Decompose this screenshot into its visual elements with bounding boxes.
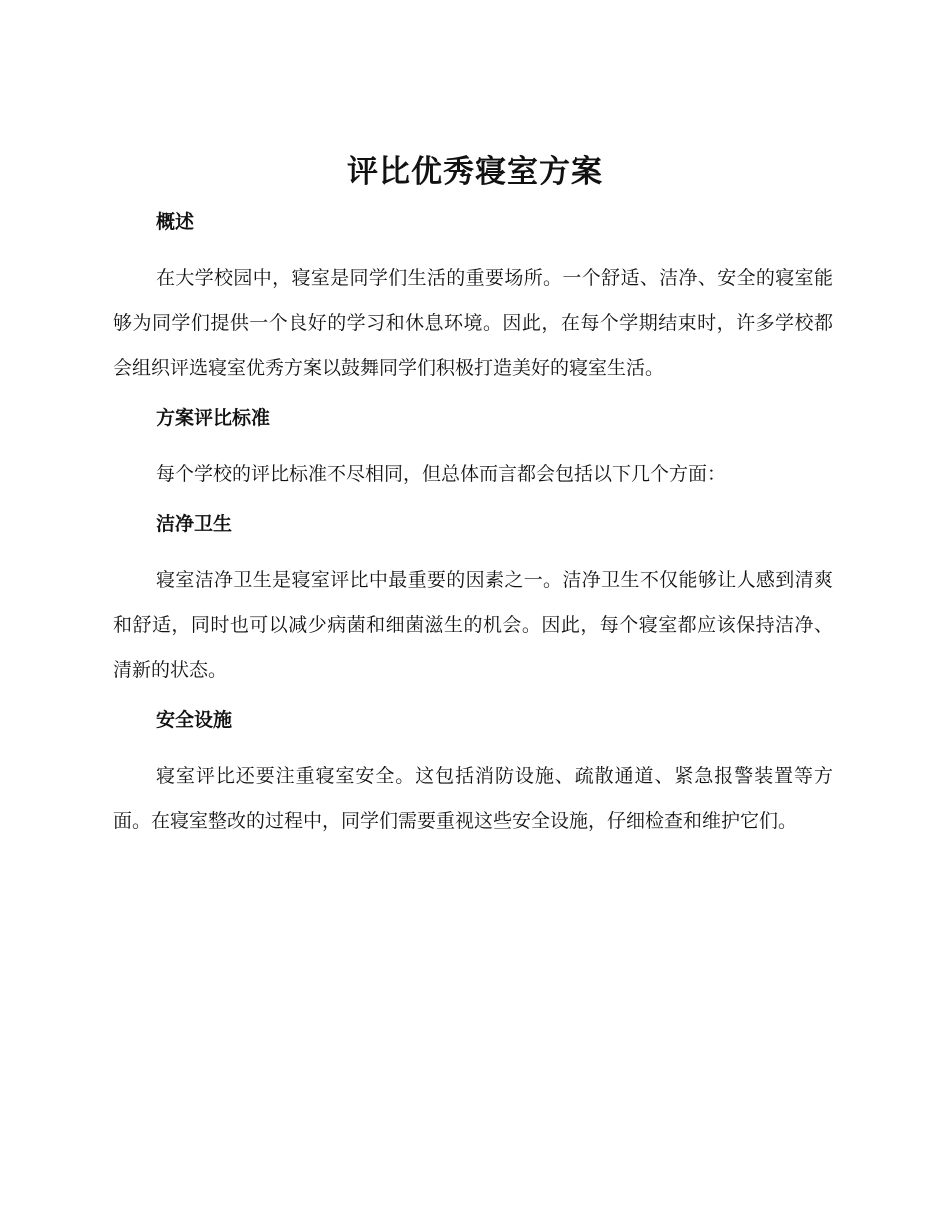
section-heading-overview: 概述 — [156, 211, 195, 233]
section-heading-criteria: 方案评比标准 — [156, 407, 271, 429]
section-heading-safety: 安全设施 — [156, 709, 233, 731]
section-heading-hygiene: 洁净卫生 — [156, 513, 233, 535]
section-paragraph-criteria: 每个学校的评比标准不尽相同，但总体而言都会包括以下几个方面： — [156, 463, 727, 485]
document-body — [113, 205, 833, 844]
document-title: 评比优秀寝室方案 — [347, 154, 603, 190]
section-paragraph-safety: 寝室评比还要注重寝室安全。这包括消防设施、疏散通道、紧急报警装置等方面。在寝室整改的过程中，同学们需要重视这些安全设施，仔细检查和维护它们。 — [113, 765, 833, 832]
section-paragraph-overview: 在大学校园中，寝室是同学们生活的重要场所。一个舒适、洁净、安全的寝室能够为同学们提供一个良好的学习和休息环境。因此，在每个学期结束时，许多学校都会组织评选寝室优秀方案以鼓舞同学们积极打造美好的寝室生活。 — [113, 267, 833, 379]
section-paragraph-hygiene: 寝室洁净卫生是寝室评比中最重要的因素之一。洁净卫生不仅能够让人感到清爽和舒适，同时也可以减少病菌和细菌滋生的机会。因此，每个寝室都应该保持洁净、清新的状态。 — [113, 569, 833, 681]
